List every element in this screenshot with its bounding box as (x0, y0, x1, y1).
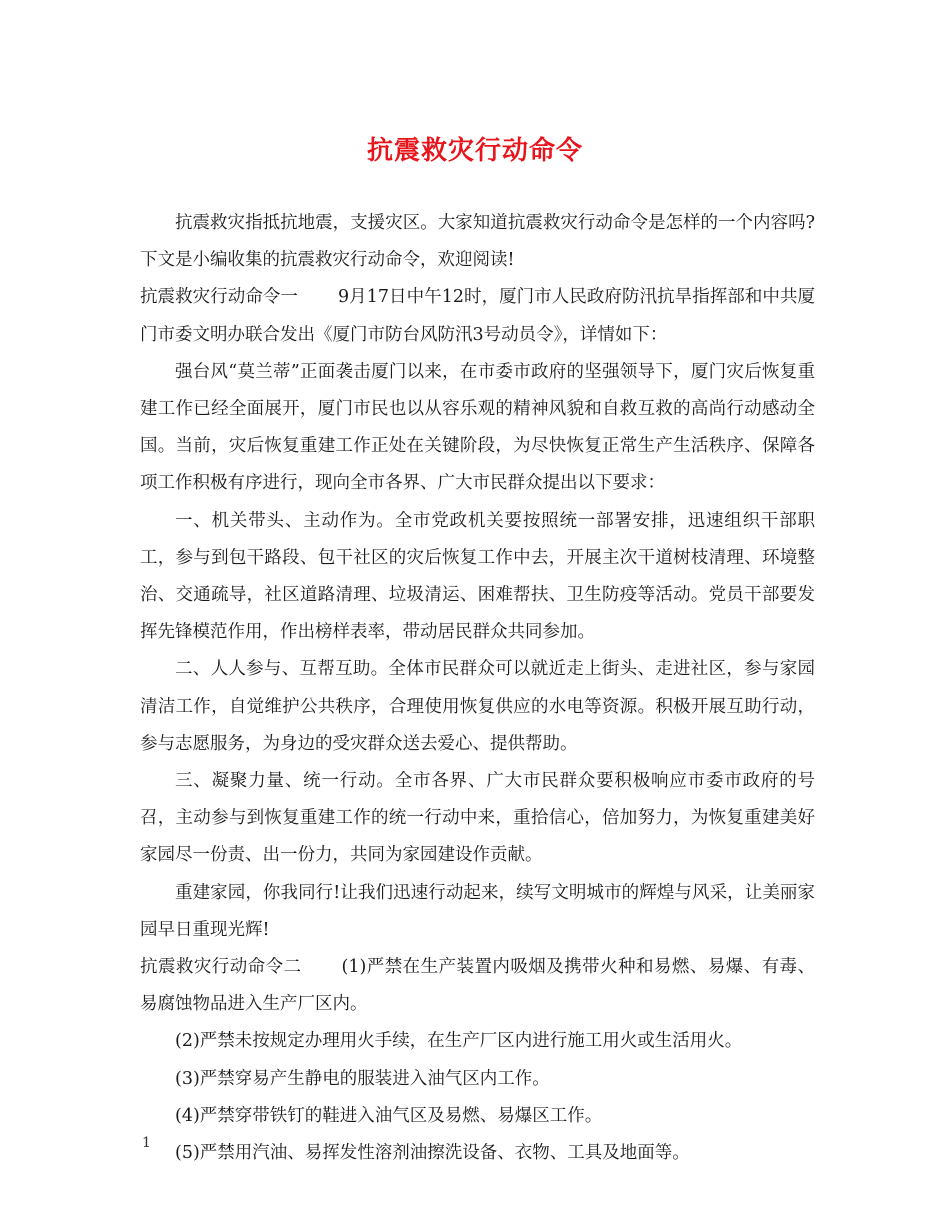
section-2-lead-text: (1)严禁在生产装置内吸烟及携带火种和易燃、易爆、有毒、易腐蚀物品进入生产厂区内。 (140, 957, 815, 1015)
document-title: 抗震救灾行动命令 (366, 136, 583, 166)
section-1-paragraph: 强台风“莫兰蒂”正面袭击厦门以来，在市委市政府的坚强领导下，厦门灾后恢复重建工作已经全面展开，厦门市民也以从容乐观的精神风貌和自救互救的高尚行动感动全国。当前，灾后恢复重建工作正处在关键阶段，为尽快恢复正常生产生活秩序、保障各项工作积极有序进行，现向全市各界、广大市民群众提出以下要求： (140, 361, 815, 494)
section-2-heading: 抗震救灾行动命令二 (140, 957, 302, 978)
section-1-lead-paragraph (140, 279, 815, 353)
section-1-paragraph: 二、人人参与、互帮互助。全体市民群众可以就近走上街头、走进社区，参与家园清洁工作，自觉维护公共秩序，合理使用恢复供应的水电等资源。积极开展互助行动，参与志愿服务，为身边的受灾群众送去爱心、提供帮助。 (140, 659, 815, 754)
section-1-paragraph: 重建家园，你我同行!让我们迅速行动起来，续写文明城市的辉煌与风采，让美丽家园早日重现光辉! (140, 882, 815, 940)
section-1-paragraph: 三、凝聚力量、统一行动。全市各界、广大市民群众要积极响应市委市政府的号召，主动参与到恢复重建工作的统一行动中来，重拾信心，倍加努力，为恢复重建美好家园尽一份责、出一份力，共同为家园建设作贡献。 (140, 771, 815, 866)
section-2-item: (3)严禁穿易产生静电的服装进入油气区内工作。 (175, 1068, 550, 1089)
section-2-lead-paragraph (140, 949, 815, 1023)
section-1-heading: 抗震救灾行动命令一 (140, 287, 298, 308)
document-body (140, 205, 815, 1172)
section-1-lead-text: 9月17日中午12时，厦门市人民政府防汛抗旱指挥部和中共厦门市委文明办联合发出《厦门市防台风防汛3号动员令》，详情如下： (140, 287, 816, 345)
intro-paragraph: 抗震救灾指抵抗地震，支援灾区。大家知道抗震救灾行动命令是怎样的一个内容吗?下文是小编收集的抗震救灾行动命令，欢迎阅读! (140, 213, 815, 271)
section-2-item: (2)严禁未按规定办理用火手续，在生产厂区内进行施工用火或生活用火。 (175, 1031, 743, 1052)
section-2-item: (5)严禁用汽油、易挥发性溶剂油擦洗设备、衣物、工具及地面等。 (175, 1143, 690, 1164)
section-2-item: (4)严禁穿带铁钉的鞋进入油气区及易燃、易爆区工作。 (175, 1105, 603, 1126)
page-number: 1 (142, 1135, 151, 1151)
section-1-paragraph: 一、机关带头、主动作为。全市党政机关要按照统一部署安排，迅速组织干部职工，参与到包干路段、包干社区的灾后恢复工作中去，开展主次干道树枝清理、环境整治、交通疏导，社区道路清理、垃圾清运、困难帮扶、卫生防疫等活动。党员干部要发挥先锋模范作用，作出榜样表率，带动居民群众共同参加。 (140, 510, 815, 643)
